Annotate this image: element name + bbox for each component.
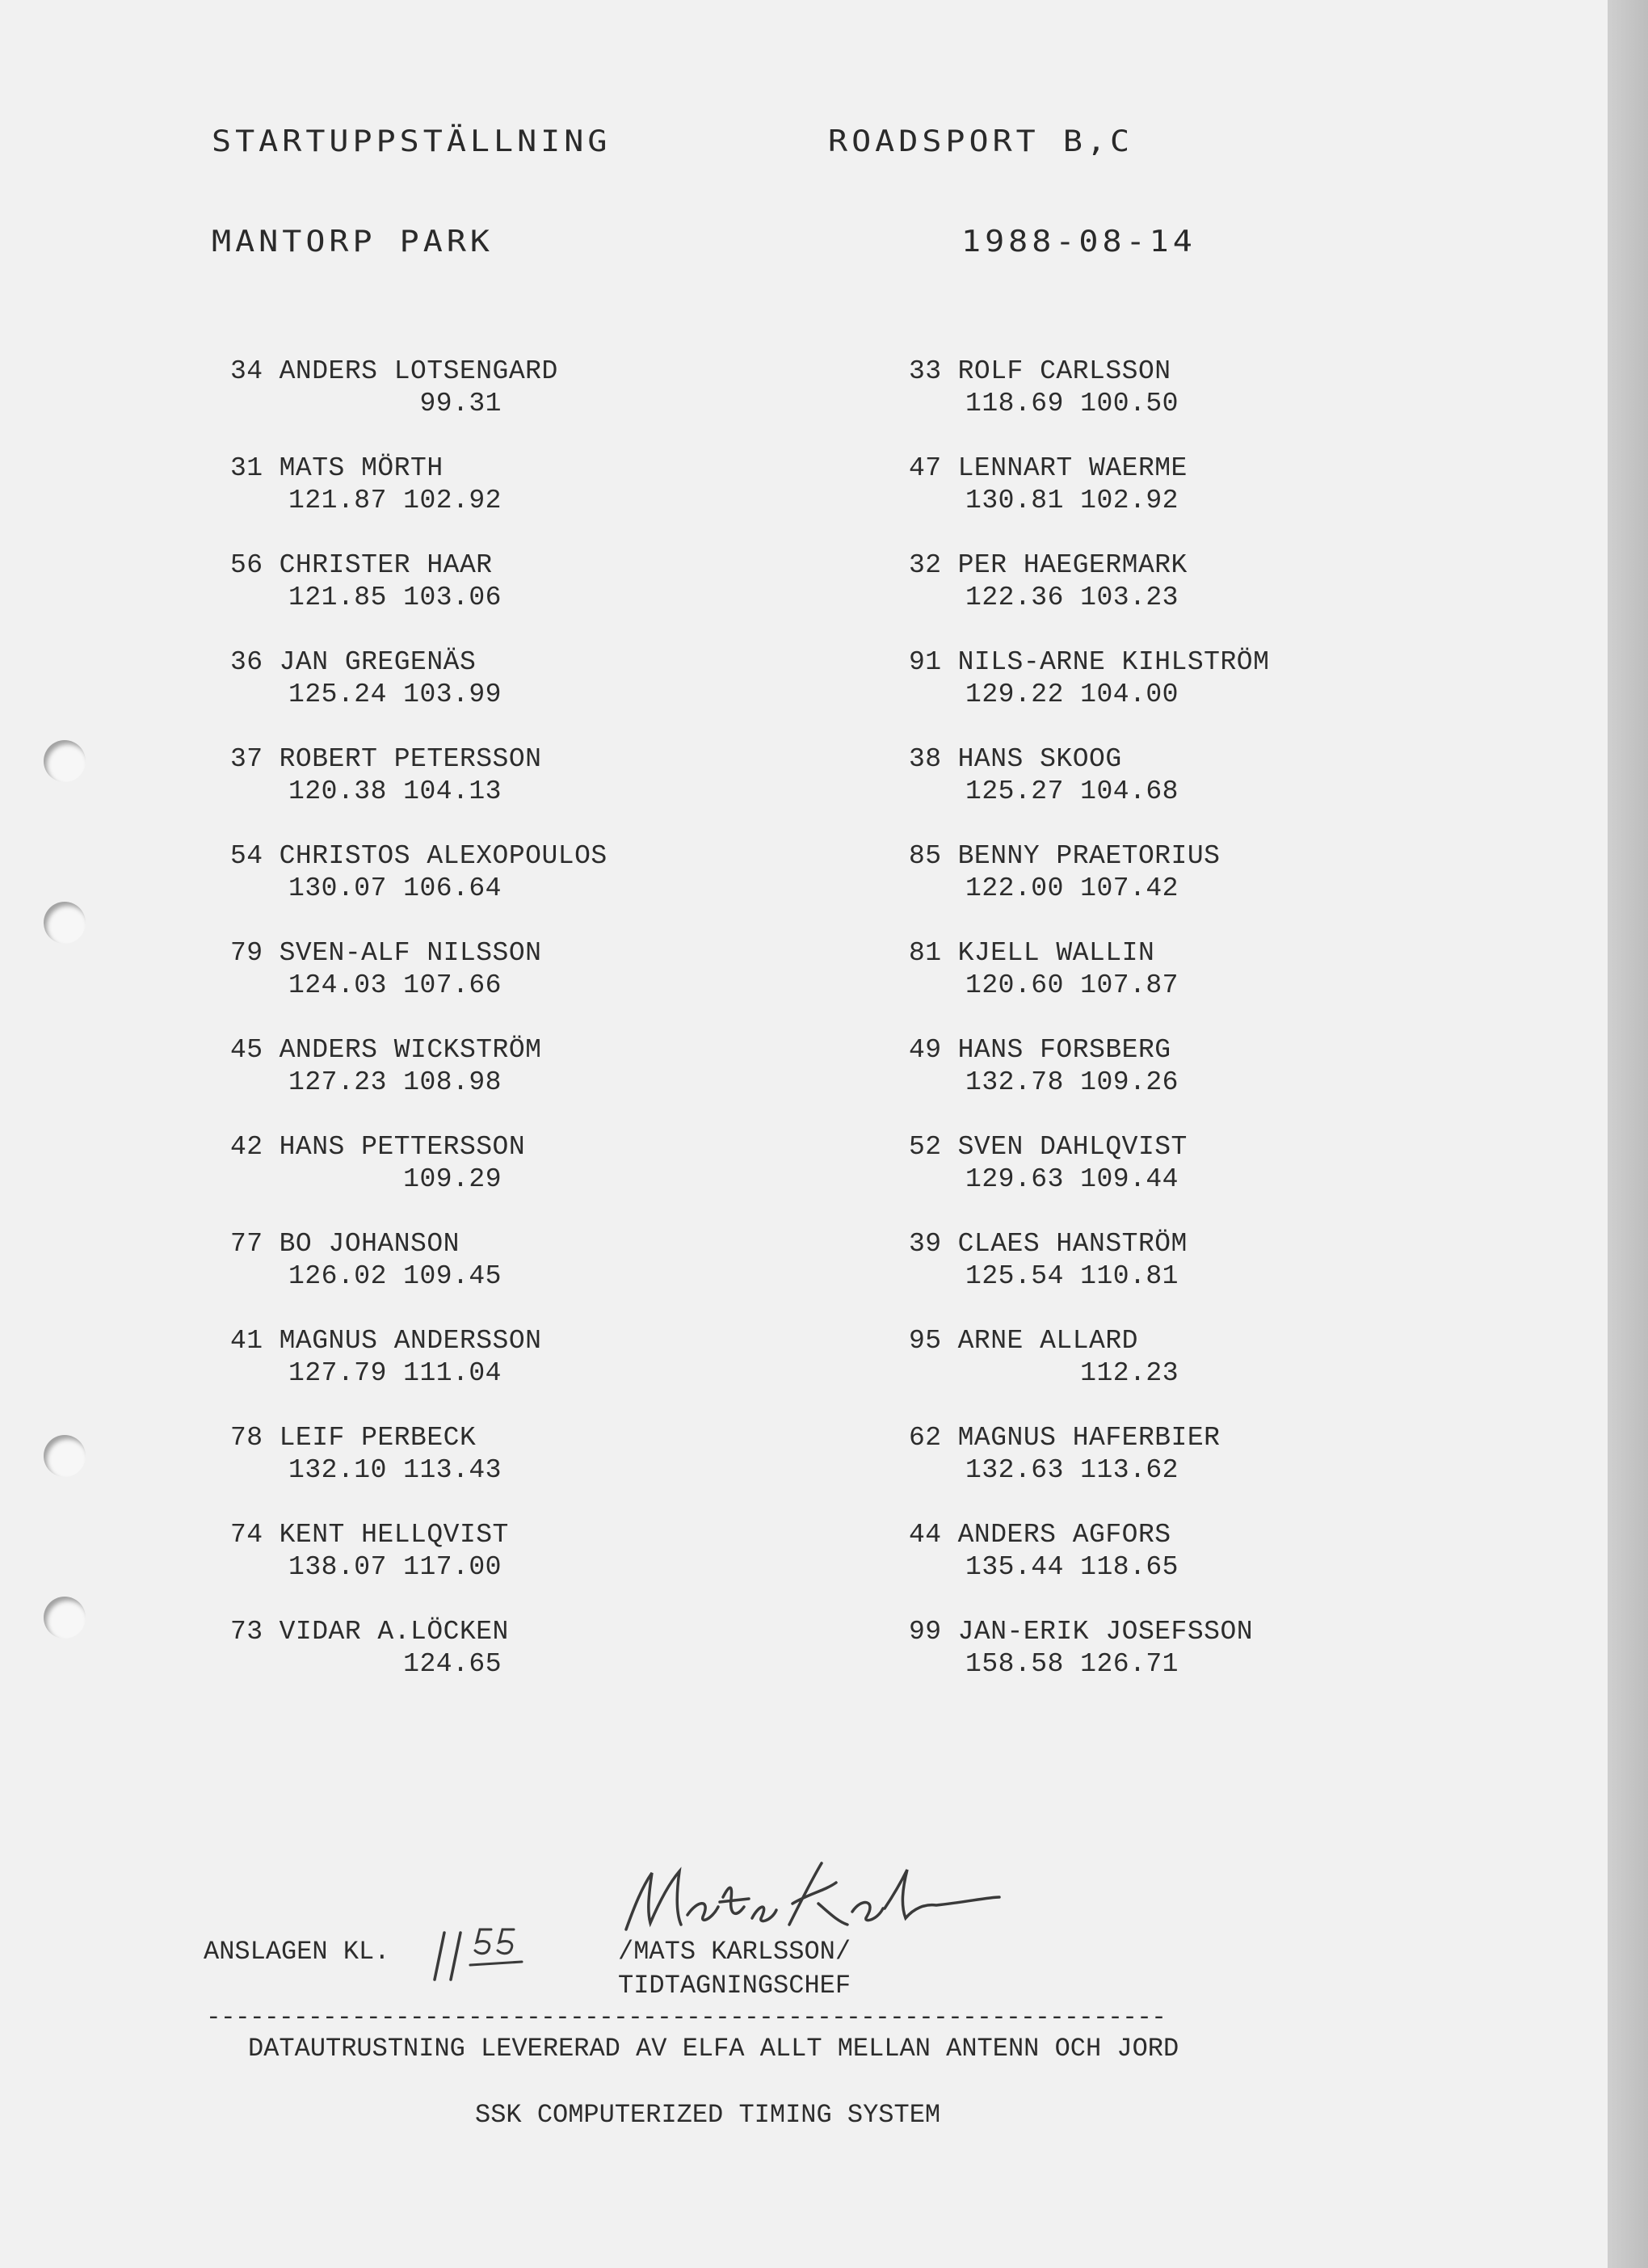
driver-name: KENT HELLQVIST — [279, 1520, 509, 1550]
driver-line — [230, 1228, 731, 1260]
start-number: 79 — [230, 938, 263, 968]
driver-entry — [230, 1034, 731, 1131]
start-number: 52 — [909, 1132, 942, 1162]
driver-entry — [909, 1131, 1410, 1228]
lap-times: 130.81 102.92 — [965, 486, 1179, 515]
separator-line: ------------------------------------------------------------------ — [206, 2004, 1167, 2032]
driver-line — [230, 452, 731, 485]
start-number: 45 — [230, 1035, 263, 1065]
driver-name: HANS PETTERSSON — [279, 1132, 526, 1162]
driver-line — [909, 1325, 1410, 1357]
right-column — [909, 356, 1410, 1713]
driver-entry — [230, 1131, 731, 1228]
driver-name: ANDERS LOTSENGARD — [279, 356, 558, 386]
driver-line — [230, 356, 731, 388]
start-number: 73 — [230, 1617, 263, 1647]
driver-name: CLAES HANSTRÖM — [957, 1229, 1188, 1259]
driver-entry — [230, 937, 731, 1034]
start-number: 74 — [230, 1520, 263, 1550]
driver-name: ANDERS AGFORS — [957, 1520, 1171, 1550]
driver-entry — [909, 937, 1410, 1034]
start-number: 31 — [230, 453, 263, 483]
signer-title: TIDTAGNINGSCHEF — [618, 1971, 851, 2001]
start-number: 49 — [909, 1035, 942, 1065]
lap-times: 121.87 102.92 — [288, 486, 502, 515]
lap-times: 132.63 113.62 — [965, 1455, 1179, 1485]
binder-hole — [44, 1435, 86, 1477]
driver-name: JAN GREGENÄS — [279, 647, 477, 677]
driver-line — [909, 937, 1410, 970]
start-number: 95 — [909, 1326, 942, 1356]
lap-times: 99.31 — [419, 389, 502, 419]
driver-name: MAGNUS ANDERSSON — [279, 1326, 542, 1356]
venue: MANTORP PARK — [212, 225, 494, 259]
driver-line — [909, 840, 1410, 873]
driver-entry — [909, 1422, 1410, 1519]
start-number: 91 — [909, 647, 942, 677]
start-number: 38 — [909, 744, 942, 774]
system-line: SSK COMPUTERIZED TIMING SYSTEM — [475, 2100, 941, 2130]
driver-line — [230, 1034, 731, 1067]
driver-line — [230, 646, 731, 679]
driver-name: ARNE ALLARD — [957, 1326, 1138, 1356]
start-number: 33 — [909, 356, 942, 386]
title-right: ROADSPORT B,C — [828, 124, 1134, 159]
driver-name: ANDERS WICKSTRÖM — [279, 1035, 542, 1065]
driver-name: KJELL WALLIN — [957, 938, 1155, 968]
start-number: 85 — [909, 841, 942, 871]
driver-line — [909, 1519, 1410, 1551]
driver-name: MATS MÖRTH — [279, 453, 444, 483]
start-number: 39 — [909, 1229, 942, 1259]
binder-hole — [44, 902, 86, 944]
start-number: 44 — [909, 1520, 942, 1550]
driver-line — [909, 1422, 1410, 1454]
driver-entry — [230, 1228, 731, 1325]
lap-times: 130.07 106.64 — [288, 873, 502, 903]
start-number: 42 — [230, 1132, 263, 1162]
driver-entry — [230, 1325, 731, 1422]
driver-entry — [909, 840, 1410, 937]
start-number: 32 — [909, 550, 942, 580]
driver-name: ROBERT PETERSSON — [279, 744, 542, 774]
start-number: 41 — [230, 1326, 263, 1356]
date: 1988-08-14 — [961, 225, 1196, 259]
lap-times: 120.60 107.87 — [965, 970, 1179, 1000]
driver-entry — [909, 1228, 1410, 1325]
binder-hole — [44, 1597, 86, 1639]
driver-line — [230, 1616, 731, 1648]
driver-entry — [909, 646, 1410, 743]
lap-times: 121.85 103.06 — [288, 583, 502, 612]
driver-entry — [230, 549, 731, 646]
driver-name: VIDAR A.LÖCKEN — [279, 1617, 509, 1647]
start-number: 37 — [230, 744, 263, 774]
posted-label: ANSLAGEN KL. — [204, 1937, 390, 1967]
lap-times: 122.36 103.23 — [965, 583, 1179, 612]
driver-name: HANS SKOOG — [957, 744, 1122, 774]
driver-name: LENNART WAERME — [957, 453, 1188, 483]
start-number: 81 — [909, 938, 942, 968]
driver-line — [909, 452, 1410, 485]
driver-name: ROLF CARLSSON — [957, 356, 1171, 386]
driver-line — [909, 356, 1410, 388]
driver-entry — [909, 1034, 1410, 1131]
driver-line — [909, 646, 1410, 679]
lap-times: 120.38 104.13 — [288, 776, 502, 806]
driver-entry — [909, 1519, 1410, 1616]
start-number: 56 — [230, 550, 263, 580]
driver-name: BENNY PRAETORIUS — [957, 841, 1221, 871]
driver-line — [909, 549, 1410, 582]
driver-line — [230, 1131, 731, 1163]
posted-time-handwritten — [420, 1921, 533, 1986]
driver-line — [230, 1519, 731, 1551]
driver-entry — [909, 1616, 1410, 1713]
signer-name: /MATS KARLSSON/ — [618, 1937, 851, 1967]
driver-name: HANS FORSBERG — [957, 1035, 1171, 1065]
driver-line — [909, 1228, 1410, 1260]
driver-name: JAN-ERIK JOSEFSSON — [957, 1617, 1254, 1647]
lap-times: 132.78 109.26 — [965, 1067, 1179, 1097]
start-number: 36 — [230, 647, 263, 677]
driver-line — [230, 1422, 731, 1454]
lap-times: 125.54 110.81 — [965, 1261, 1179, 1291]
lap-times: 127.23 108.98 — [288, 1067, 502, 1097]
signature — [610, 1850, 1014, 1939]
driver-entry — [230, 1422, 731, 1519]
driver-line — [230, 1325, 731, 1357]
driver-name: LEIF PERBECK — [279, 1423, 477, 1453]
lap-times: 124.03 107.66 — [288, 970, 502, 1000]
lap-times: 138.07 117.00 — [288, 1552, 502, 1582]
driver-name: PER HAEGERMARK — [957, 550, 1188, 580]
driver-line — [909, 1616, 1410, 1648]
lap-times: 135.44 118.65 — [965, 1552, 1179, 1582]
lap-times: 124.65 — [403, 1649, 502, 1679]
start-number: 62 — [909, 1423, 942, 1453]
driver-entry — [909, 743, 1410, 840]
lap-times: 126.02 109.45 — [288, 1261, 502, 1291]
start-number: 78 — [230, 1423, 263, 1453]
driver-entry — [230, 646, 731, 743]
driver-line — [230, 937, 731, 970]
driver-entry — [230, 1616, 731, 1713]
driver-name: SVEN DAHLQVIST — [957, 1132, 1188, 1162]
driver-line — [230, 549, 731, 582]
driver-line — [909, 743, 1410, 776]
driver-line — [909, 1131, 1410, 1163]
driver-name: MAGNUS HAFERBIER — [957, 1423, 1221, 1453]
lap-times: 112.23 — [1080, 1358, 1179, 1388]
lap-times: 109.29 — [403, 1164, 502, 1194]
lap-times: 125.24 103.99 — [288, 680, 502, 709]
driver-entry — [230, 743, 731, 840]
driver-entry — [909, 356, 1410, 452]
driver-name: NILS-ARNE KIHLSTRÖM — [957, 647, 1270, 677]
driver-line — [909, 1034, 1410, 1067]
start-number: 47 — [909, 453, 942, 483]
driver-name: CHRISTER HAAR — [279, 550, 493, 580]
driver-line — [230, 840, 731, 873]
start-number: 77 — [230, 1229, 263, 1259]
driver-name: CHRISTOS ALEXOPOULOS — [279, 841, 607, 871]
driver-entry — [230, 452, 731, 549]
driver-name: SVEN-ALF NILSSON — [279, 938, 542, 968]
lap-times: 158.58 126.71 — [965, 1649, 1179, 1679]
driver-entry — [909, 452, 1410, 549]
driver-entry — [909, 1325, 1410, 1422]
lap-times: 129.22 104.00 — [965, 680, 1179, 709]
lap-times: 129.63 109.44 — [965, 1164, 1179, 1194]
lap-times: 125.27 104.68 — [965, 776, 1179, 806]
start-number: 99 — [909, 1617, 942, 1647]
credit-line: DATAUTRUSTNING LEVERERAD AV ELFA ALLT MELLAN ANTENN OCH JORD — [248, 2034, 1179, 2064]
driver-entry — [230, 840, 731, 937]
driver-entry — [230, 1519, 731, 1616]
left-column — [230, 356, 731, 1713]
lap-times: 122.00 107.42 — [965, 873, 1179, 903]
driver-entry — [909, 549, 1410, 646]
driver-entry — [230, 356, 731, 452]
start-number: 54 — [230, 841, 263, 871]
driver-name: BO JOHANSON — [279, 1229, 460, 1259]
title-left: STARTUPPSTÄLLNING — [212, 124, 612, 159]
page-edge-shadow — [1608, 0, 1648, 2268]
binder-hole — [44, 740, 86, 782]
lap-times: 118.69 100.50 — [965, 389, 1179, 419]
lap-times: 127.79 111.04 — [288, 1358, 502, 1388]
driver-line — [230, 743, 731, 776]
start-number: 34 — [230, 356, 263, 386]
lap-times: 132.10 113.43 — [288, 1455, 502, 1485]
